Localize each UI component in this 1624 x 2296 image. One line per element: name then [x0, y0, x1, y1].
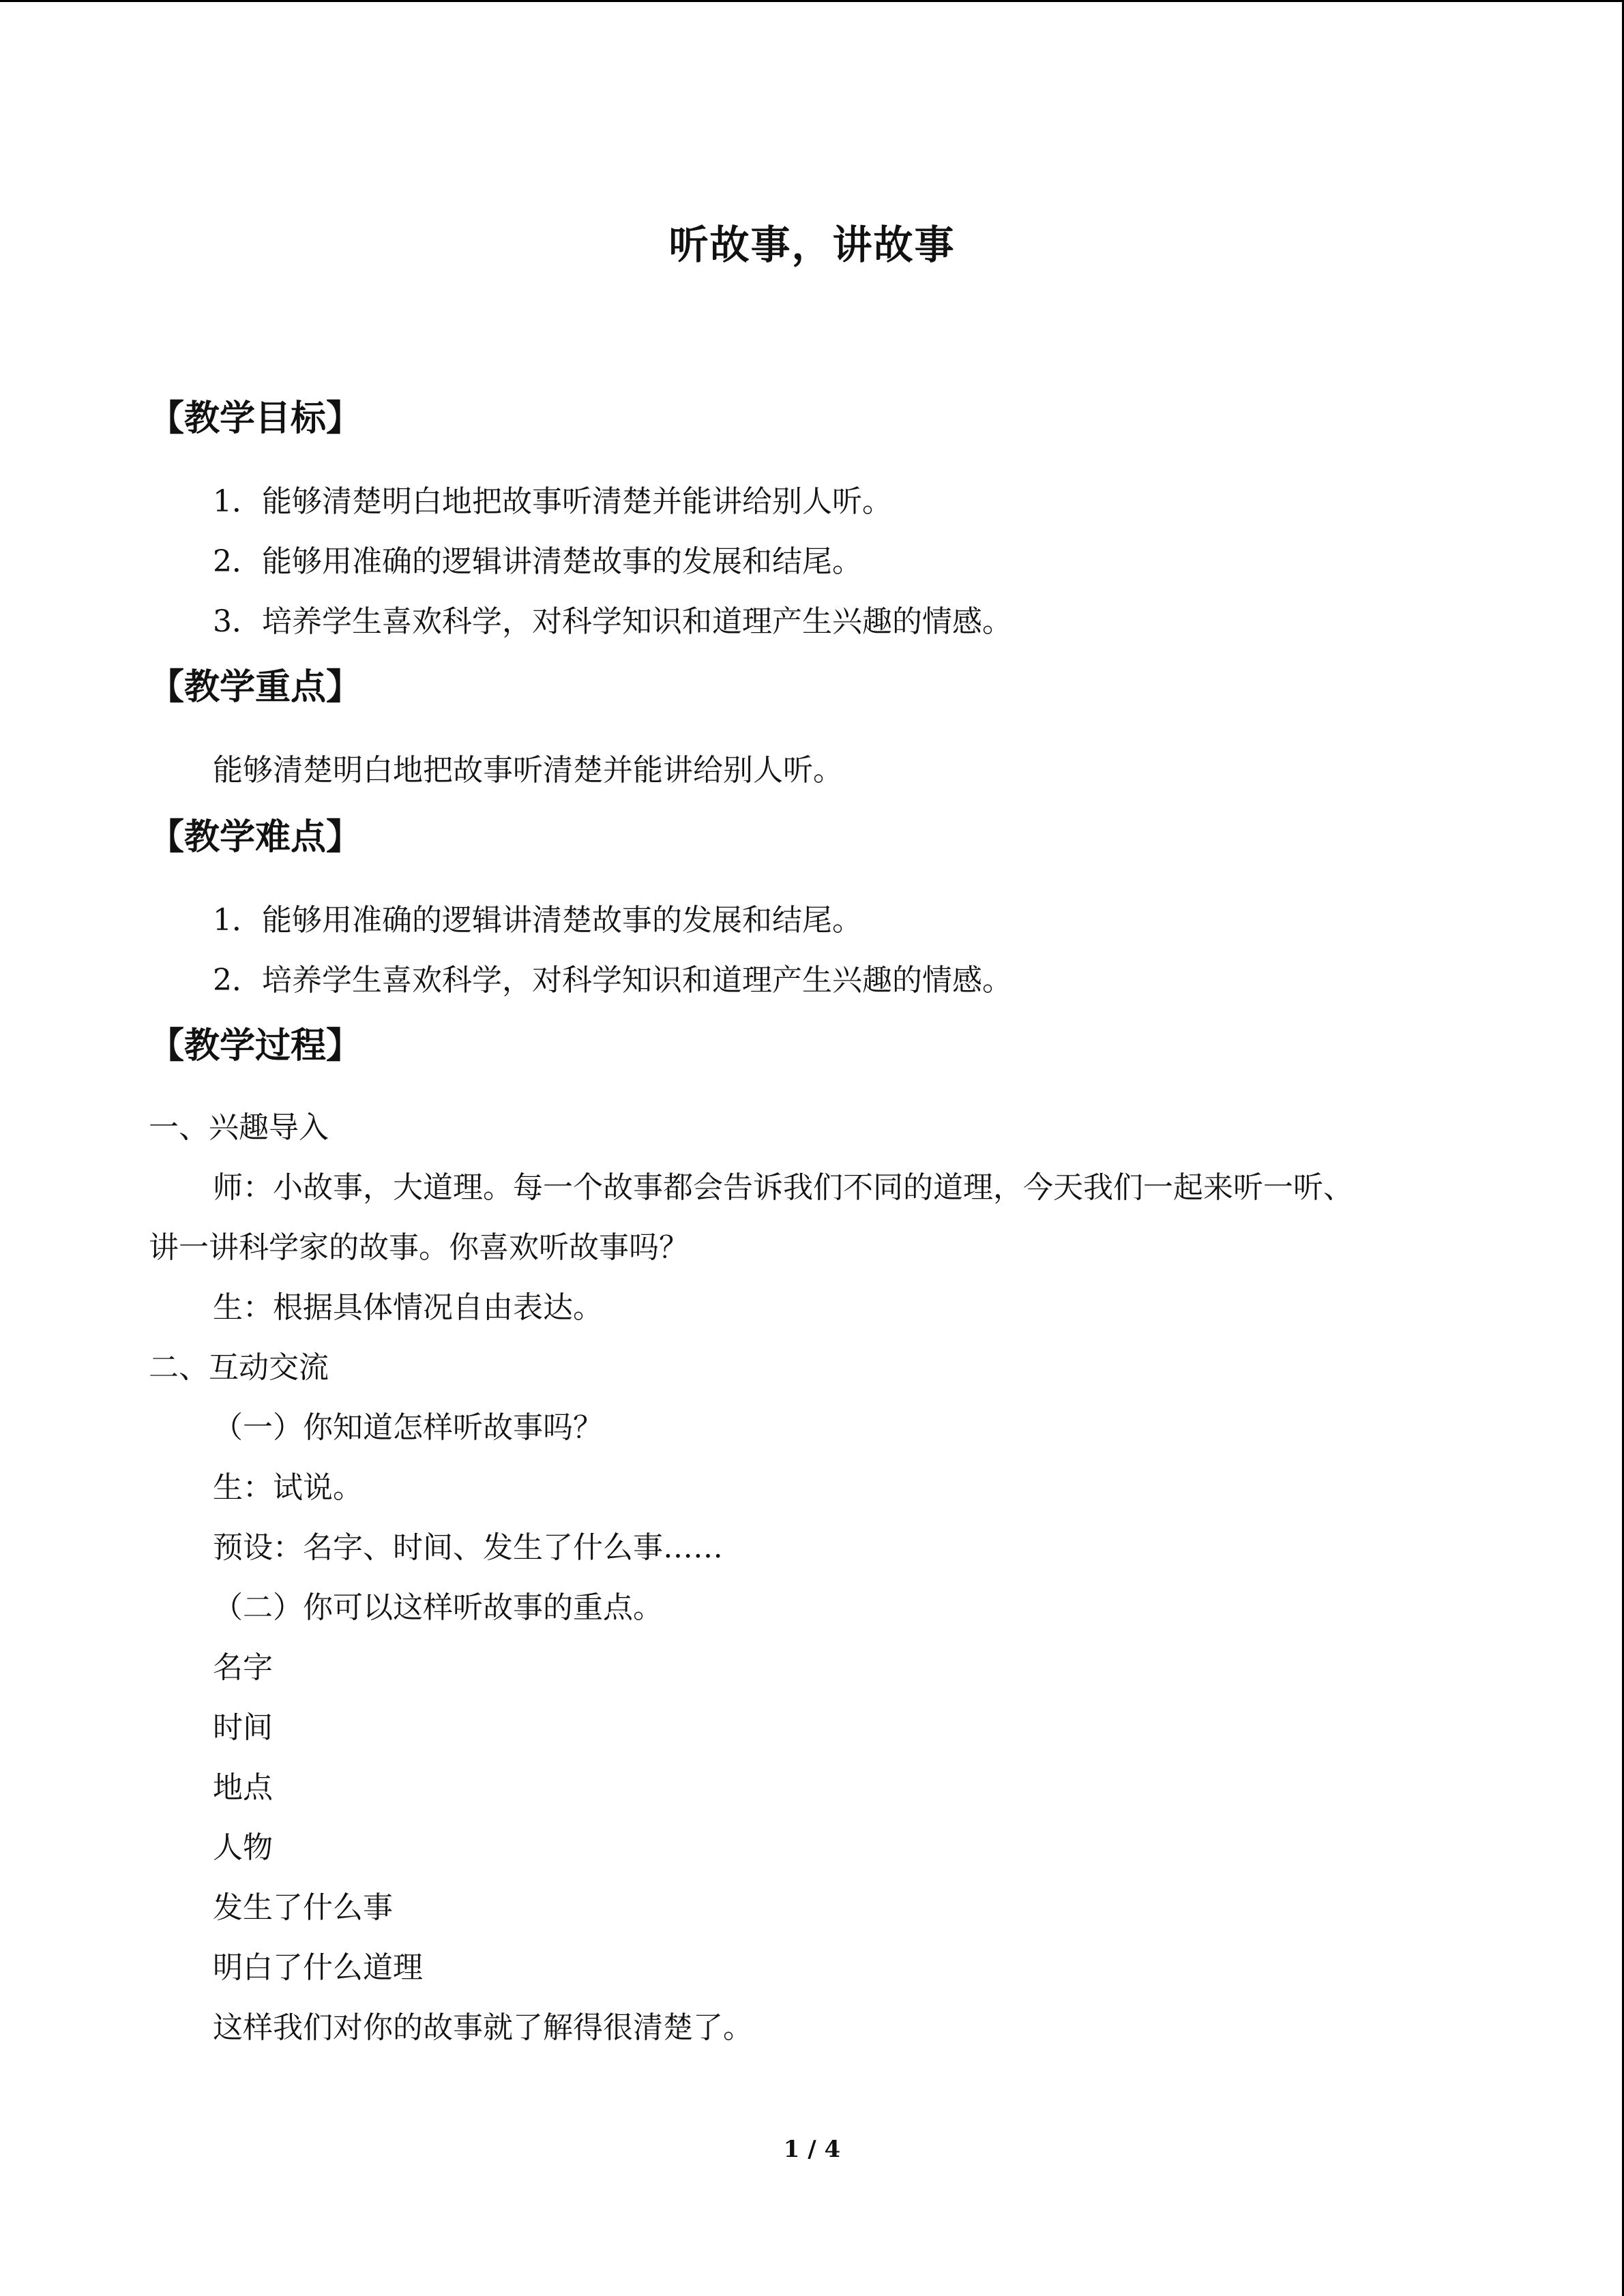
page-number: 1 / 4	[783, 2136, 841, 2163]
key-points-text: 能够清楚明白地把故事听清楚并能讲给别人听。	[213, 753, 843, 788]
process-heading: 【教学过程】	[149, 1025, 362, 1067]
process-question-1: （一）你知道怎样听故事吗？	[213, 1410, 603, 1445]
process-part2-title: 二、互动交流	[149, 1350, 329, 1385]
process-point: 名字	[213, 1650, 273, 1685]
process-point: 明白了什么道理	[213, 1950, 423, 1985]
difficulties-heading: 【教学难点】	[149, 816, 362, 858]
process-student-try: 生：试说。	[213, 1470, 363, 1505]
process-teacher-line: 师：小故事，大道理。每一个故事都会告诉我们不同的道理，今天我们一起来听一听、	[213, 1170, 1353, 1205]
objective-item: 1．能够清楚明白地把故事听清楚并能讲给别人听。	[213, 484, 892, 519]
process-preset: 预设：名字、时间、发生了什么事……	[213, 1530, 723, 1565]
process-part1-title: 一、兴趣导入	[149, 1110, 329, 1145]
process-point: 时间	[213, 1710, 273, 1745]
document-title: 听故事，讲故事	[668, 222, 956, 268]
process-conclusion: 这样我们对你的故事就了解得很清楚了。	[213, 2010, 753, 2045]
difficulty-item: 2．培养学生喜欢科学，对科学知识和道理产生兴趣的情感。	[213, 963, 1012, 998]
key-points-heading: 【教学重点】	[149, 666, 362, 708]
process-teacher-line-cont: 讲一讲科学家的故事。你喜欢听故事吗？	[149, 1230, 689, 1265]
process-point: 地点	[213, 1770, 273, 1805]
process-student-line: 生：根据具体情况自由表达。	[213, 1290, 603, 1325]
objectives-heading: 【教学目标】	[149, 398, 362, 439]
process-question-2: （二）你可以这样听故事的重点。	[213, 1590, 663, 1625]
objective-item: 3．培养学生喜欢科学，对科学知识和道理产生兴趣的情感。	[213, 604, 1012, 639]
objective-item: 2．能够用准确的逻辑讲清楚故事的发展和结尾。	[213, 544, 862, 579]
process-point: 人物	[213, 1830, 273, 1865]
process-point: 发生了什么事	[213, 1890, 393, 1925]
difficulty-item: 1．能够用准确的逻辑讲清楚故事的发展和结尾。	[213, 903, 862, 938]
